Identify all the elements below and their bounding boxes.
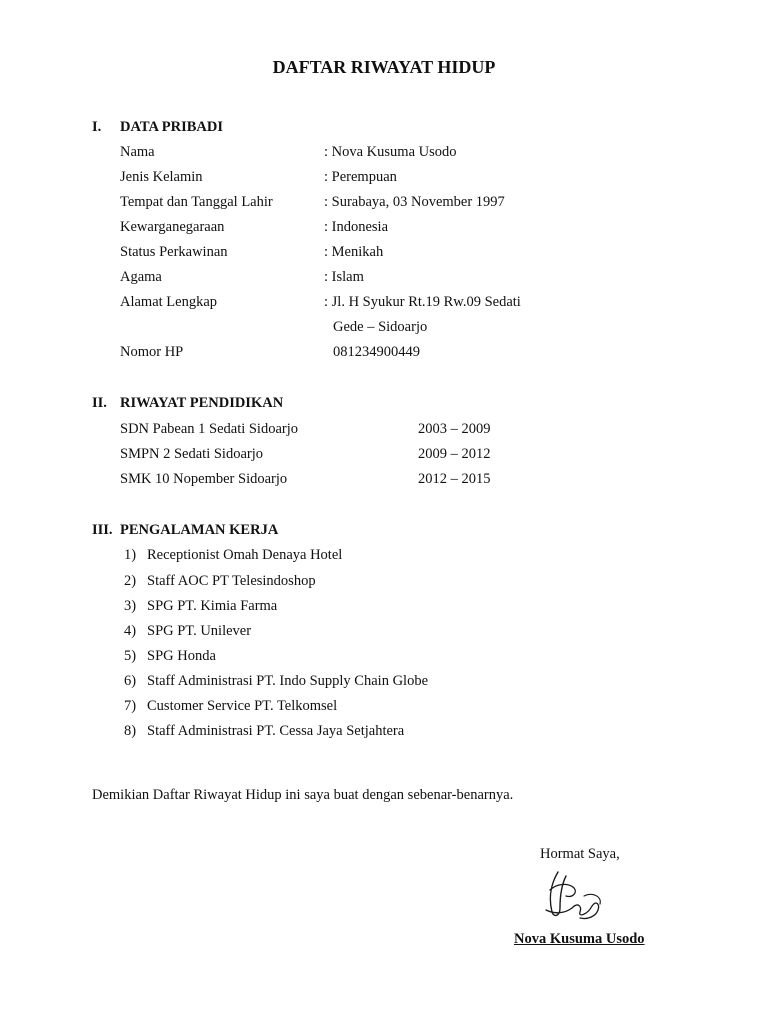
experience-number: 6) xyxy=(124,673,137,689)
personal-value: Gede – Sidoarjo xyxy=(333,319,428,335)
personal-value: : Islam xyxy=(324,269,364,285)
experience-item: SPG PT. Kimia Farma xyxy=(147,598,278,614)
experience-number: 5) xyxy=(124,648,137,664)
education-years: 2009 – 2012 xyxy=(418,446,491,462)
personal-value: : Nova Kusuma Usodo xyxy=(324,144,457,160)
experience-item: Staff Administrasi PT. Indo Supply Chain Globe xyxy=(147,673,429,689)
education-school: SDN Pabean 1 Sedati Sidoarjo xyxy=(120,421,299,437)
personal-label: Tempat dan Tanggal Lahir xyxy=(120,194,273,210)
education-years: 2003 – 2009 xyxy=(418,421,491,437)
closing-statement: Demikian Daftar Riwayat Hidup ini saya buat dengan sebenar-benarnya. xyxy=(92,787,514,803)
personal-value: 081234900449 xyxy=(333,344,420,360)
personal-label: Agama xyxy=(120,269,162,285)
section-heading-personal: DATA PRIBADI xyxy=(120,119,223,135)
signature-name: Nova Kusuma Usodo xyxy=(514,931,645,947)
experience-number: 2) xyxy=(124,573,137,589)
personal-value: : Menikah xyxy=(324,244,384,260)
section-number-personal: I. xyxy=(92,119,102,135)
personal-label: Nama xyxy=(120,144,155,160)
experience-number: 1) xyxy=(124,547,137,563)
personal-label: Jenis Kelamin xyxy=(120,169,203,185)
personal-value: : Jl. H Syukur Rt.19 Rw.09 Sedati xyxy=(324,294,521,310)
experience-item: Staff Administrasi PT. Cessa Jaya Setjahtera xyxy=(147,723,405,739)
signature-greeting: Hormat Saya, xyxy=(540,846,620,862)
personal-value: : Indonesia xyxy=(324,219,389,235)
personal-label: Nomor HP xyxy=(120,344,184,360)
experience-number: 4) xyxy=(124,623,137,639)
education-school: SMK 10 Nopember Sidoarjo xyxy=(120,471,288,487)
section-number-education: II. xyxy=(92,395,107,411)
experience-item: SPG Honda xyxy=(147,648,216,664)
education-years: 2012 – 2015 xyxy=(418,471,491,487)
section-heading-education: RIWAYAT PENDIDIKAN xyxy=(120,395,284,411)
personal-label: Alamat Lengkap xyxy=(120,294,218,310)
personal-value: : Surabaya, 03 November 1997 xyxy=(324,194,505,210)
experience-number: 8) xyxy=(124,723,137,739)
section-number-experience: III. xyxy=(92,522,113,538)
experience-item: Customer Service PT. Telkomsel xyxy=(147,698,338,714)
experience-item: SPG PT. Unilever xyxy=(147,623,252,639)
section-heading-experience: PENGALAMAN KERJA xyxy=(120,522,279,538)
personal-label: Status Perkawinan xyxy=(120,244,228,260)
experience-item: Staff AOC PT Telesindoshop xyxy=(147,573,316,589)
education-school: SMPN 2 Sedati Sidoarjo xyxy=(120,446,263,462)
experience-item: Receptionist Omah Denaya Hotel xyxy=(147,547,343,563)
experience-number: 3) xyxy=(124,598,137,614)
document-title: DAFTAR RIWAYAT HIDUP xyxy=(272,57,496,77)
handwritten-signature xyxy=(538,866,610,926)
personal-value: : Perempuan xyxy=(324,169,397,185)
experience-number: 7) xyxy=(124,698,137,714)
personal-label: Kewarganegaraan xyxy=(120,219,225,235)
